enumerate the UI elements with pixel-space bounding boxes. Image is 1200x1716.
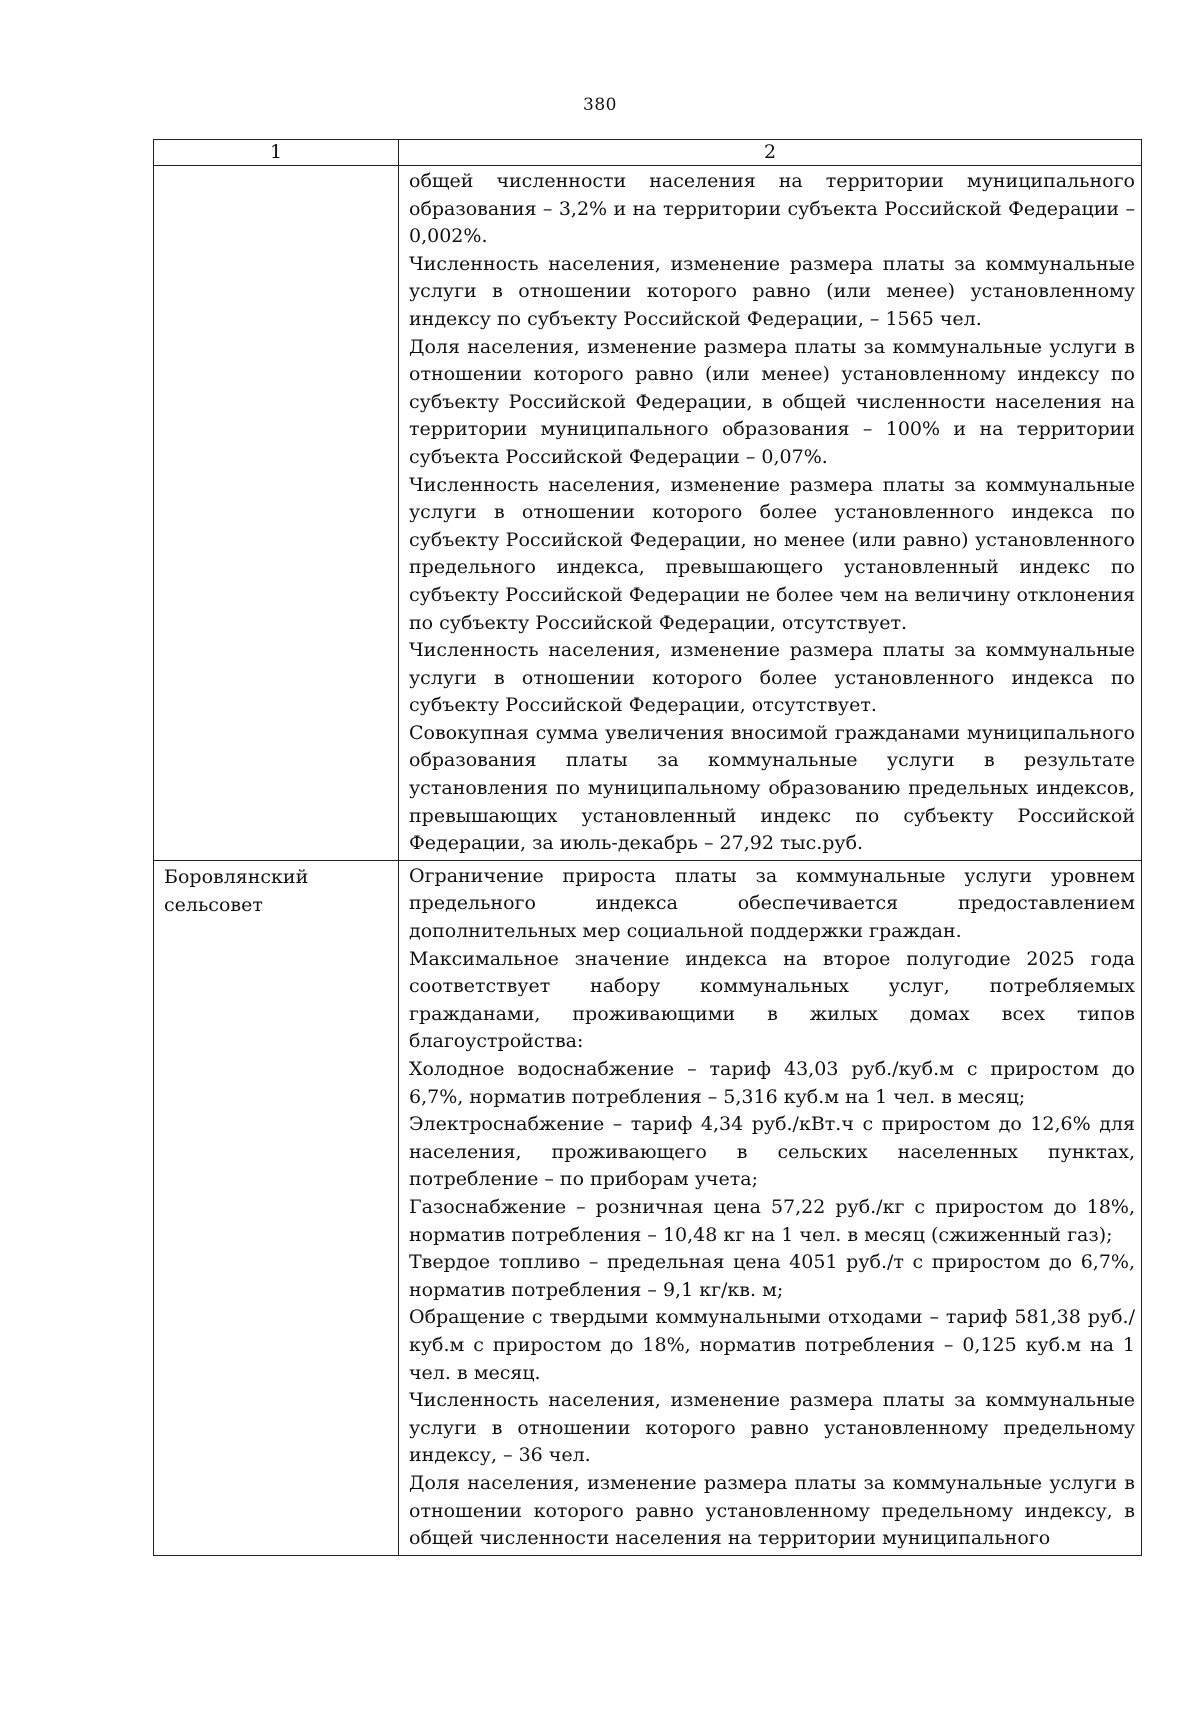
paragraph: Доля населения, изменение размера платы за коммунальные услуги в отношении которого равно (или менее) установленному индексу по субъекту Российской Федерации, в общей численности населения на территории муниципального образования – 100% и на территории субъекта Российской Федерации – 0,07%. <box>409 335 1135 468</box>
row-name-cell <box>154 166 399 861</box>
paragraph: Газоснабжение – розничная цена 57,22 руб./кг с приростом до 18%, норматив потребления – 10,48 кг на 1 чел. в месяц (сжиженный газ); <box>409 1195 1135 1246</box>
row-name-cell <box>154 860 399 1555</box>
column-header-1: 1 <box>154 140 399 166</box>
paragraph: Максимальное значение индекса на второе полугодие 2025 года соответствует набору коммунальных услуг, потребляемых гражданами, проживающими в жилых домах всех типов благоустройства: <box>409 947 1135 1053</box>
paragraph: Доля населения, изменение размера платы за коммунальные услуги в отношении которого равно установленному предельному индексу, в общей численности населения на территории муниципального <box>409 1471 1135 1550</box>
page-number: 380 <box>583 95 617 115</box>
table-row <box>154 166 1142 861</box>
paragraph: общей численности населения на территории муниципального образования – 3,2% и на территории субъекта Российской Федерации – 0,002%. <box>409 170 1135 248</box>
paragraph: Совокупная сумма увеличения вносимой гражданами муниципального образования платы за коммунальные услуги в результате установления по муниципальному образованию предельных индексов, превышающих установленный индекс по субъекту Российской Федерации, за июль-декабрь – 27,92 тыс.руб. <box>409 721 1135 855</box>
row-name: Боровлянский сельсовет <box>164 865 309 916</box>
row-description-cell <box>399 166 1142 861</box>
paragraph: Численность населения, изменение размера платы за коммунальные услуги в отношении которого равно (или менее) установленному индексу по субъекту Российской Федерации, – 1565 чел. <box>409 252 1135 330</box>
paragraph: Твердое топливо – предельная цена 4051 руб./т с приростом до 6,7%, норматив потребления – 9,1 кг/кв. м; <box>409 1251 1135 1301</box>
paragraph: Ограничение прироста платы за коммунальные услуги уровнем предельного индекса обеспечивается предоставлением дополнительных мер социальной поддержки граждан. <box>409 864 1135 943</box>
table-row <box>154 860 1142 1555</box>
paragraph: Численность населения, изменение размера платы за коммунальные услуги в отношении которого более установленного индекса по субъекту Российской Федерации, но менее (или равно) установленного предельного индекса, превышающего установленный индекс по субъекту Российской Федерации не более чем на величину отклонения по субъекту Российской Федерации, отсутствует. <box>409 473 1135 634</box>
paragraph: Численность населения, изменение размера платы за коммунальные услуги в отношении которого равно установленному предельному индексу, – 36 чел. <box>409 1389 1135 1467</box>
paragraph: Численность населения, изменение размера платы за коммунальные услуги в отношении которого более установленного индекса по субъекту Российской Федерации, отсутствует. <box>409 639 1135 717</box>
row-description-cell <box>399 860 1142 1555</box>
data-table <box>153 139 1142 1556</box>
table-header-row <box>154 140 1142 166</box>
paragraph: Холодное водоснабжение – тариф 43,03 руб./куб.м с приростом до 6,7%, норматив потребления – 5,316 куб.м на 1 чел. в месяц; <box>409 1058 1135 1108</box>
paragraph: Обращение с твердыми коммунальными отходами – тариф 581,38 руб./куб.м с приростом до 18%, норматив потребления – 0,125 куб.м на 1 чел. в месяц. <box>409 1306 1135 1384</box>
column-header-2: 2 <box>399 140 1142 166</box>
paragraph: Электроснабжение – тариф 4,34 руб./кВт.ч с приростом до 12,6% для населения, проживающего в сельских населенных пунктах, потребление – по приборам учета; <box>409 1113 1135 1191</box>
